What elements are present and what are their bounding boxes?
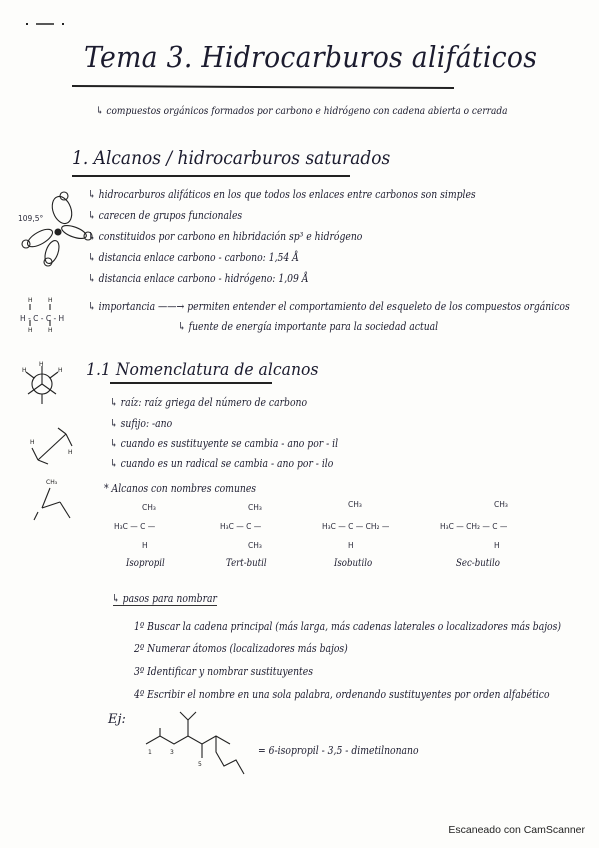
svg-text:H: H	[48, 327, 53, 334]
svg-text:CH₃: CH₃	[46, 479, 58, 486]
bullet-2: ↳ carecen de grupos funcionales	[88, 209, 243, 222]
bond-angle-label: 109,5°	[18, 214, 44, 223]
tetrahedral-carbon-sketch	[14, 188, 94, 268]
svg-text:H: H	[68, 449, 73, 456]
bullet-1: ↳ hidrocarburos alifáticos en los que todos los enlaces entre carbonos son simples	[88, 188, 476, 201]
example-skeletal-formula	[140, 708, 250, 786]
molecule-name: Isopropil	[126, 558, 165, 569]
svg-text:H: H	[58, 367, 63, 374]
svg-text:H: H	[48, 297, 53, 304]
step-1: 1º Buscar la cadena principal (más larga, más cadenas laterales o localizadores más bajos)	[134, 620, 561, 633]
section-heading-alcanos: 1. Alcanos / hidrocarburos saturados	[72, 148, 391, 169]
bullet-6: ↳ importancia ——→ permiten entender el comportamiento del esqueleto de los compuestos orgánicos	[88, 300, 570, 313]
rule-2: ↳ sufijo: -ano	[110, 417, 173, 430]
section-heading-nomenclatura: 1.1 Nomenclatura de alcanos	[86, 360, 319, 380]
bullet-5: ↳ distancia enlace carbono - hidrógeno: 1,09 Å	[88, 272, 309, 285]
steps-heading: ↳ pasos para nombrar	[112, 592, 217, 605]
steps-heading-underline	[113, 605, 217, 606]
page-title: Tema 3. Hidrocarburos alifáticos	[84, 40, 538, 74]
svg-text:H: H	[28, 327, 33, 334]
rule-1: ↳ raíz: raíz griega del número de carbono	[110, 396, 308, 409]
section-heading-underline-2	[110, 382, 272, 384]
sawhorse-sketch	[28, 424, 78, 468]
bullet-3: ↳ constituidos por carbono en hibridación sp³ e hidrógeno	[88, 230, 363, 243]
step-2: 2º Numerar átomos (localizadores más bajos)	[134, 642, 348, 655]
newman-projection-sketch	[22, 361, 66, 408]
scanner-watermark: Escaneado con CamScanner	[448, 824, 585, 836]
svg-text:3: 3	[170, 749, 174, 756]
notes-page: Tema 3. Hidrocarburos alifáticos ↳ compuestos orgánicos formados por carbono e hidrógeno con cadena abierta o cerrada 1. Alcanos / hidrocarburos saturados ↳ hidrocarburos alifáticos en los que todos los enlaces entre carbonos son simples ↳ carecen de grupos funcionales ↳ constituidos por carbono en hibridación sp³ e hidrógeno ↳ distancia enlace carbono - carbono: 1,54 Å ↳ distancia enlace carbono - hidrógeno: 1,09 Å ↳ importancia ——→ permiten entender el comportamiento del esqueleto de los compuestos orgánicos ↳ fuente de energía importante para la sociedad actual 109,5° H H H H H - C - C - H H H H H H CH₃ 1.1 Nomenclatura de alcanos ↳ raíz: raíz griega del número de carbono ↳ sufijo: -ano ↳ cuando es sustituyente se cambia - ano por - il ↳ cuando es un radical se cambia - ano por - ilo * Alcanos con nombres comunes CH₃ H₃C — C — H Isopropil CH₃ H₃C — C — CH₃ Tert-butil CH₃ H₃C — C — CH₂ — H Isobutilo CH₃ H₃C — CH₂ — C — H Sec-butilo ↳ pasos para nombrar 1º Buscar la cadena principal (más larga, más cadenas laterales o localizadores más bajos) 2º Numerar átomos (localizadores más bajos) 3º Identificar y nombrar sustituyentes 4º Escribir el nombre en una sola palabra, ordenando sustituyentes por orden alfabético Ej: 1 3 5 = 6-isopropil - 3,5 - dimetilnonano Escaneado con CamScanner	[0, 0, 599, 848]
rule-4: ↳ cuando es un radical se cambia - ano por - ilo	[110, 457, 334, 470]
example-answer: = 6-isopropil - 3,5 - dimetilnonano	[258, 744, 419, 757]
corner-mark	[24, 20, 69, 28]
ethane-formula: H - C - C - H	[20, 314, 65, 323]
molecule-name: Isobutilo	[334, 558, 373, 569]
propane-bond-sketch	[30, 478, 80, 526]
bullet-7: ↳ fuente de energía importante para la sociedad actual	[178, 320, 439, 333]
svg-text:H: H	[30, 439, 35, 446]
molecule-name: Sec-butilo	[456, 558, 500, 569]
svg-text:H: H	[28, 297, 33, 304]
common-names-heading: * Alcanos con nombres comunes	[104, 482, 257, 495]
molecule-name: Tert-butil	[226, 558, 267, 569]
title-underline	[72, 85, 454, 89]
example-label: Ej:	[108, 712, 126, 727]
bullet-4: ↳ distancia enlace carbono - carbono: 1,54 Å	[88, 251, 299, 264]
page-subtitle: ↳ compuestos orgánicos formados por carbono e hidrógeno con cadena abierta o cerrada	[96, 105, 508, 117]
svg-text:5: 5	[198, 761, 202, 768]
svg-text:H: H	[22, 367, 27, 374]
svg-text:1: 1	[148, 749, 152, 756]
svg-text:H: H	[39, 361, 44, 368]
step-4: 4º Escribir el nombre en una sola palabra, ordenando sustituyentes por orden alfabético	[134, 688, 550, 701]
section-heading-underline	[72, 175, 350, 177]
step-3: 3º Identificar y nombrar sustituyentes	[134, 665, 313, 678]
rule-3: ↳ cuando es sustituyente se cambia - ano por - il	[110, 437, 339, 450]
